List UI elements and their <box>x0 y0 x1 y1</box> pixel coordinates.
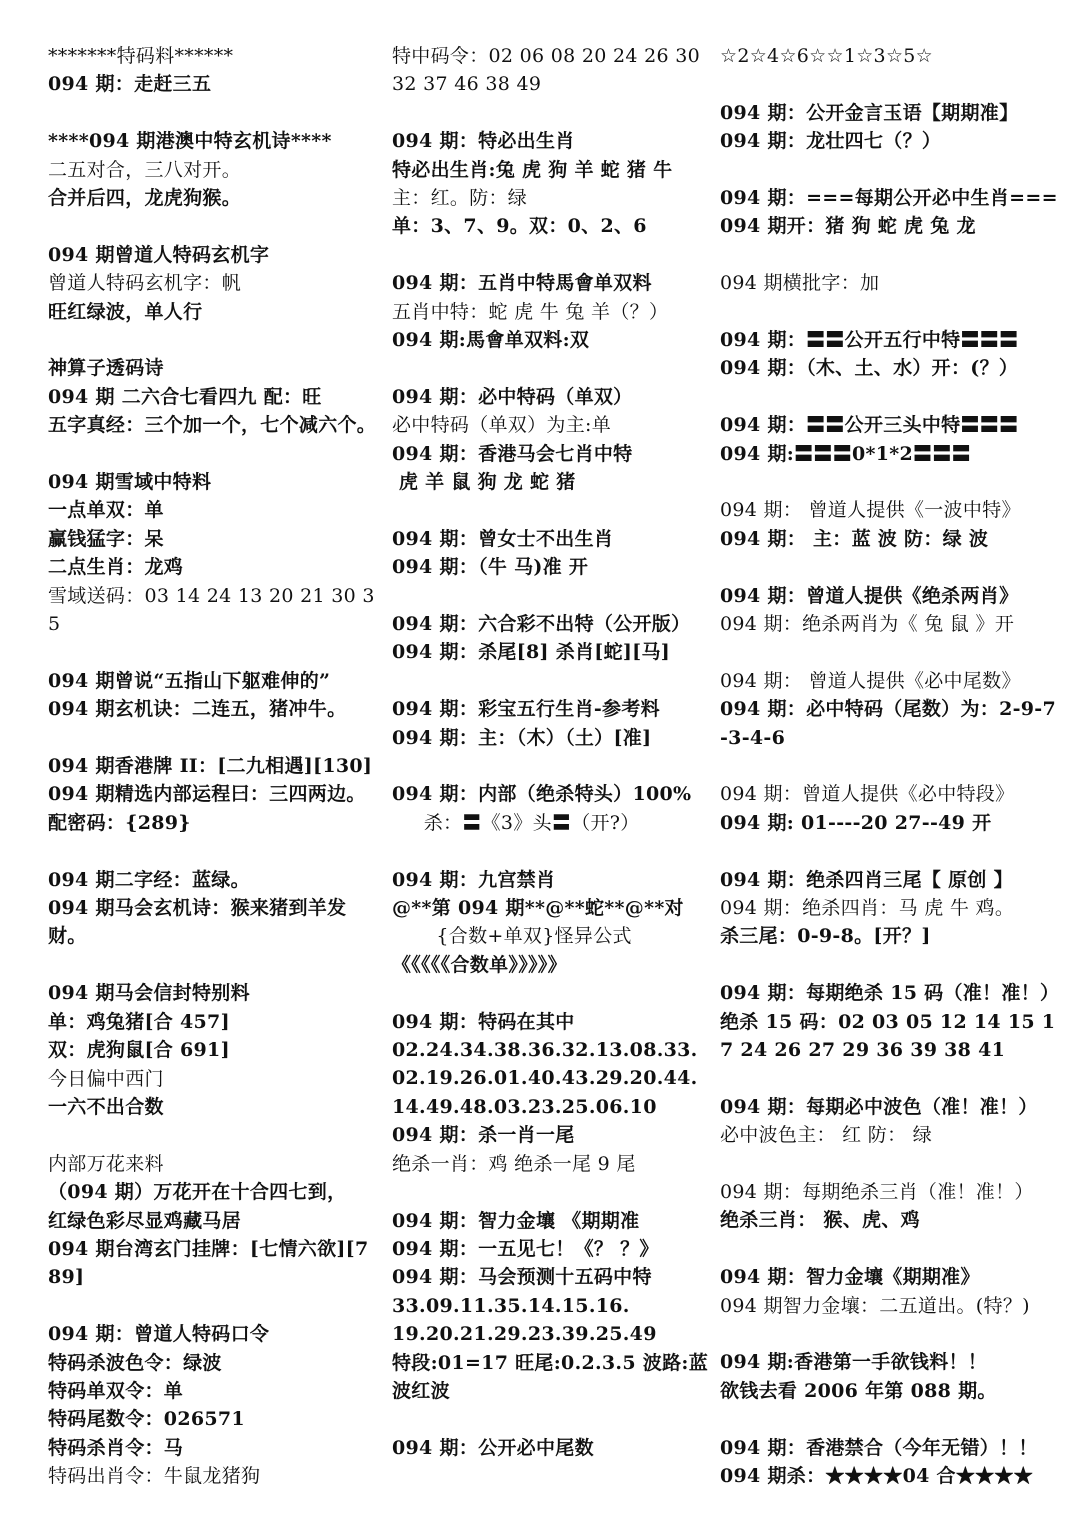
text-line: 094 期：特必出生肖 <box>392 130 575 153</box>
text-line: 094 期:馬會单双料:双 <box>392 329 590 352</box>
spacer <box>720 752 1060 780</box>
spacer <box>392 582 710 610</box>
text-line: 094 期雪域中特料 <box>48 471 212 494</box>
text-line: 094 期：每期绝杀 15 码（准！准！） <box>720 982 1060 1005</box>
text-line: 内部万花来料 <box>48 1152 164 1175</box>
text-line: 094 期：特码在其中 <box>392 1010 575 1033</box>
text-line: 094 期：绝杀四肖：马 虎 牛 鸡。 <box>720 897 1015 920</box>
text-line: 杀三尾：0-9-8。[开？] <box>720 925 931 948</box>
spacer <box>720 1150 1060 1178</box>
text-line: 094 期：香港禁合（今年无错）！！ <box>720 1436 1038 1459</box>
text-line: 旺红绿波，单人行 <box>48 300 203 323</box>
text-line: 虎 羊 鼠 狗 龙 蛇 猪 <box>392 471 576 494</box>
text-line: 特码杀肖令：马 <box>48 1436 184 1459</box>
text-line: 曾道人特码玄机字：帆 <box>48 272 242 295</box>
text-line: 094 期马会玄机诗：猴来猪到羊发财。 <box>48 897 347 948</box>
text-line: 094 期马会信封特别料 <box>48 982 250 1005</box>
text-line: 094 期香港牌 II：[二九相遇][130] <box>48 755 373 778</box>
text-line: 094 期：内部（绝杀特头）100% <box>392 783 692 806</box>
spacer <box>48 638 380 666</box>
text-line: 094 期：绝杀四肖三尾【 原创 】 <box>720 868 1013 891</box>
spacer <box>720 1405 1060 1433</box>
text-line: 094 期：必中特码（单双） <box>392 385 633 408</box>
text-line: 094 期：曾道人提供《必中特段》 <box>720 783 1015 806</box>
text-line: 单：3、7、9。双：0、2、6 <box>392 215 647 238</box>
text-line: 二点生肖：龙鸡 <box>48 556 184 579</box>
text-line: ****094 期港澳中特玄机诗**** <box>48 130 332 153</box>
text-line: 五肖中特：蛇 虎 牛 兔 羊（？） <box>392 300 669 323</box>
spacer <box>392 496 710 524</box>
text-line: 094 期：每期必中波色（准！准！） <box>720 1095 1038 1118</box>
text-line: 配密码：{289} <box>48 811 191 834</box>
spacer <box>720 1320 1060 1348</box>
spacer <box>720 156 1060 184</box>
text-line: 双：虎狗鼠[合 691] <box>48 1039 230 1062</box>
text-line: 赢钱猛字：呆 <box>48 527 164 550</box>
text-line: 094 期二字经：蓝绿。 <box>48 868 250 891</box>
text-line: 绝杀 15 码：02 03 05 12 14 15 17 24 26 27 29 36 39 38 41 <box>720 1010 1056 1062</box>
spacer <box>48 440 380 468</box>
text-line: 094 期:香港第一手欲钱料！！ <box>720 1351 988 1374</box>
text-line: 094 期：走赶三五 <box>48 73 212 96</box>
text-line: 神算子透码诗 <box>48 357 164 380</box>
text-line: 094 期：必中特码（尾数）为：2-9-7-3-4-6 <box>720 698 1057 749</box>
text-line: 特中码令：02 06 08 20 24 26 30 32 37 46 38 49 <box>392 45 707 96</box>
text-line: ☆2☆4☆6☆☆1☆3☆5☆ <box>720 45 933 67</box>
spacer <box>392 354 710 382</box>
spacer <box>392 241 710 269</box>
spacer <box>720 70 1060 98</box>
text-line: 094 期：曾道人特码口令 <box>48 1323 270 1346</box>
text-line: 094 期：〓〓公开三头中特〓〓〓 <box>720 414 1019 437</box>
text-line: 094 期：（木、土、水）开：(？） <box>720 357 1019 380</box>
text-line: 094 期横批字：加 <box>720 272 880 295</box>
column-left <box>48 42 380 1491</box>
text-line: 必中波色主： 红 防： 绿 <box>720 1124 933 1147</box>
text-line: 特码单双令：单 <box>48 1379 184 1402</box>
spacer <box>48 212 380 240</box>
column-right <box>720 42 1060 1490</box>
spacer <box>48 724 380 752</box>
spacer <box>720 468 1060 496</box>
spacer <box>720 1064 1060 1092</box>
text-line: 094 期曾说“五指山下躯难伸的” <box>48 669 331 692</box>
spacer <box>392 1405 710 1433</box>
text-line: 合并后四，龙虎狗猴。 <box>48 187 242 210</box>
text-line: 一六不出合数 <box>48 1095 164 1118</box>
spacer <box>392 837 710 865</box>
text-line: 094 期：智力金壤 《期期准 <box>392 1209 640 1232</box>
text-line: 094 期智力金壤：二五道出。(特？) <box>720 1294 1030 1317</box>
spacer <box>48 99 380 127</box>
text-line: 094 期：公开金言玉语【期期准】 <box>720 101 1019 124</box>
spacer <box>48 1292 380 1320</box>
text-line: 094 期: 01----20 27--49 开 <box>720 811 992 834</box>
column-middle <box>392 42 710 1462</box>
text-line: 094 期：每期绝杀三肖（准！准！） <box>720 1181 1034 1204</box>
spacer <box>720 951 1060 979</box>
text-line: @**第 094 期**@**蛇**@**对 <box>392 897 684 920</box>
text-line: {合数+单双}怪异公式 <box>392 925 632 948</box>
text-line: 094 期：曾女士不出生肖 <box>392 527 614 550</box>
spacer <box>392 667 710 695</box>
text-line: 绝杀一肖：鸡 绝杀一尾 9 尾 <box>392 1152 636 1175</box>
text-line: 094 期：九宫禁肖 <box>392 868 556 891</box>
text-line: 02.24.34.38.36.32.13.08.33.02.19.26.01.40.43.29.20.44.14.49.48.03.23.25.06.10 <box>392 1039 698 1118</box>
spacer <box>720 1235 1060 1263</box>
text-line: 094 期：主：（木）（土）[准] <box>392 726 652 749</box>
spacer <box>392 979 710 1007</box>
text-line: 红绿色彩尽显鸡藏马居 <box>48 1209 242 1232</box>
text-line: 特码尾数令：026571 <box>48 1408 245 1431</box>
spacer <box>720 241 1060 269</box>
text-line: 094 期开：猪 狗 蛇 虎 兔 龙 <box>720 215 976 238</box>
text-line: 094 期曾道人特码玄机字 <box>48 243 270 266</box>
text-line: 094 期：龙壮四七（？） <box>720 130 942 153</box>
text-line: 094 期 二六合七看四九 配：旺 <box>48 385 322 408</box>
text-line: 094 期：曾道人提供《绝杀两肖》 <box>720 584 1019 607</box>
text-line: 杀：〓《3》头〓（开?） <box>392 811 640 834</box>
text-line: 094 期： 曾道人提供《一波中特》 <box>720 499 1021 522</box>
text-line: 094 期：六合彩不出特（公开版） <box>392 613 691 636</box>
text-line: 094 期台湾玄门挂牌：[七情六欲][789] <box>48 1237 369 1289</box>
spacer <box>48 326 380 354</box>
text-line: （094 期）万花开在十合四七到， <box>48 1181 347 1204</box>
text-line: 《《《《《合数单》》》》》 <box>392 953 567 976</box>
spacer <box>392 752 710 780</box>
text-line: 094 期：（牛 马)准 开 <box>392 556 589 579</box>
spacer <box>48 1121 380 1149</box>
text-line: 094 期杀：★★★★04 合★★★★ <box>720 1465 1034 1488</box>
spacer <box>720 638 1060 666</box>
text-line: 今日偏中西门 <box>48 1067 164 1090</box>
text-line: 必中特码（单双）为主:单 <box>392 414 612 437</box>
text-line: 094 期：公开必中尾数 <box>392 1436 594 1459</box>
text-line: 094 期：一五见七！《？ ？》 <box>392 1237 659 1260</box>
spacer <box>720 383 1060 411</box>
text-line: 094 期：香港马会七肖中特 <box>392 442 633 465</box>
text-line: 特码出肖令：牛鼠龙猪狗 <box>48 1465 261 1488</box>
text-line: 欲钱去看 2006 年第 088 期。 <box>720 1379 997 1402</box>
text-line: 五字真经：三个加一个，七个减六个。 <box>48 414 377 437</box>
text-line: 特必出生肖:兔 虎 狗 羊 蛇 猪 牛 <box>392 158 673 181</box>
text-line: 094 期： 主：蓝 波 防：绿 波 <box>720 527 989 550</box>
spacer <box>48 951 380 979</box>
text-line: 094 期玄机诀：二连五，猪冲牛。 <box>48 698 347 721</box>
text-line: 主：红。防：绿 <box>392 187 528 210</box>
spacer <box>392 99 710 127</box>
spacer <box>392 1178 710 1206</box>
spacer <box>720 553 1060 581</box>
text-line: 094 期:〓〓〓0*1*2〓〓〓 <box>720 442 971 465</box>
text-line: 雪域送码：03 14 24 13 20 21 30 35 <box>48 584 375 636</box>
text-line: 094 期：马会预测十五码中特 <box>392 1266 652 1289</box>
text-line: 单：鸡兔猪[合 457] <box>48 1010 230 1033</box>
text-line: 094 期精选内部运程曰：三四两边。 <box>48 783 366 806</box>
text-line: 一点单双：单 <box>48 499 164 522</box>
text-line: 094 期：〓〓公开五行中特〓〓〓 <box>720 329 1019 351</box>
text-line: 094 期：绝杀两肖为《 兔 鼠 》开 <box>720 613 1015 636</box>
text-line: 33.09.11.35.14.15.16. <box>392 1294 630 1317</box>
text-line: 094 期：杀尾[8] 杀肖[蛇][马] <box>392 641 671 664</box>
spacer <box>48 837 380 865</box>
text-line: 绝杀三肖： 猴、虎、鸡 <box>720 1209 920 1232</box>
text-line: 094 期：===每期公开必中生肖=== <box>720 187 1058 209</box>
text-line: 特段:01=17 旺尾:0.2.3.5 波路:蓝波红波 <box>392 1351 708 1402</box>
text-line: 094 期：杀一肖一尾 <box>392 1124 575 1147</box>
spacer <box>720 837 1060 865</box>
text-line: 094 期：彩宝五行生肖-参考料 <box>392 698 660 721</box>
text-line: 特码杀波色令：绿波 <box>48 1351 222 1374</box>
text-line: 19.20.21.29.23.39.25.49 <box>392 1323 657 1346</box>
text-line: 094 期： 曾道人提供《必中尾数》 <box>720 669 1021 692</box>
text-line: 094 期：智力金壤《期期准》 <box>720 1266 980 1289</box>
text-line: 094 期：五肖中特馬會单双料 <box>392 272 652 295</box>
text-line: *******特码料****** <box>48 45 234 67</box>
spacer <box>720 298 1060 326</box>
text-line: 二五对合，三八对开。 <box>48 158 242 181</box>
